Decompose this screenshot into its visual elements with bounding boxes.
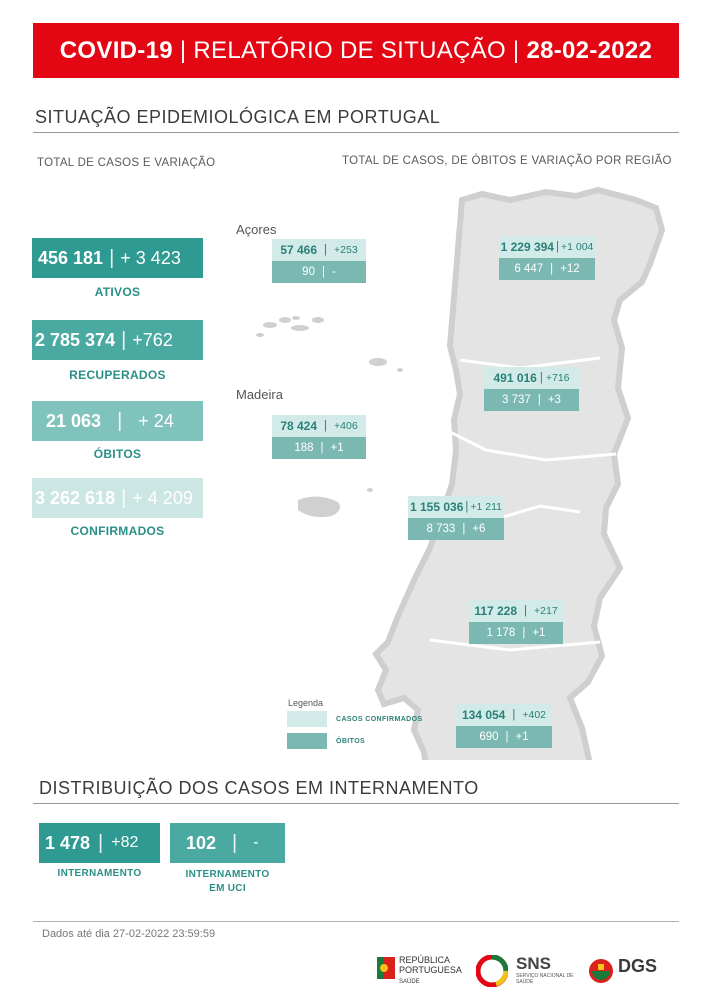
region-cases <box>272 239 366 261</box>
region-deaths <box>456 726 552 748</box>
stat-confirmados-value: 3 262 618 <box>35 487 116 508</box>
stat-obitos-label: ÓBITOS <box>93 447 142 461</box>
box-separator: | <box>522 627 526 639</box>
region-deaths-variation: +1 <box>515 731 529 743</box>
stat-confirmados-label: CONFIRMADOS <box>70 524 165 538</box>
region-cases <box>408 496 504 518</box>
box-separator: | <box>512 709 516 721</box>
region-algarve <box>456 704 552 748</box>
region-deaths-value: 90 <box>302 266 315 278</box>
section-divider <box>33 132 679 133</box>
logo1-line3: SAÚDE <box>399 979 420 985</box>
stat-internamento-label: INTERNAMENTO <box>57 868 142 879</box>
region-deaths <box>484 389 579 411</box>
stat-separator: | <box>98 831 104 854</box>
region-cases-variation: +217 <box>534 605 558 617</box>
stat-ativos-variation: + 3 423 <box>120 247 181 268</box>
box-separator: | <box>320 442 324 454</box>
stat-internamento-value: 1 478 <box>45 832 91 853</box>
madeira-islands-shape <box>298 488 373 517</box>
region-lisboa-vale-tejo <box>408 496 504 540</box>
region-deaths <box>499 258 595 280</box>
header-date: 28-02-2022 <box>526 36 653 64</box>
region-cases-variation: +1 004 <box>560 241 594 253</box>
footer-divider <box>33 921 679 922</box>
madeira-label: Madeira <box>236 387 283 402</box>
region-cases-value: 1 229 394 <box>500 240 554 254</box>
box-separator: | <box>555 241 559 253</box>
stat-separator: | <box>232 831 238 854</box>
stat-internamento-uci <box>170 823 285 863</box>
legend-title: Legenda <box>288 698 324 708</box>
stat-internamento <box>39 823 160 863</box>
box-separator: | <box>505 731 509 743</box>
region-deaths-value: 690 <box>479 731 499 743</box>
flag-icon <box>377 957 395 979</box>
stat-separator: | <box>109 246 115 269</box>
region-deaths-variation: +1 <box>330 442 344 454</box>
region-cases-variation: +1 211 <box>470 501 503 513</box>
region-deaths-variation: - <box>331 266 336 278</box>
box-separator: | <box>550 263 554 275</box>
stat-separator: | <box>121 486 127 509</box>
region-deaths-value: 3 737 <box>502 394 531 406</box>
region-deaths-variation: +3 <box>547 394 561 406</box>
box-separator: | <box>324 244 328 256</box>
logo2-sub: SERVIÇO NACIONAL DE SAÚDE <box>516 973 574 985</box>
region-cases-value: 1 155 036 <box>409 500 464 514</box>
dgs-logo <box>588 954 684 988</box>
logo3-main: DGS <box>618 956 658 976</box>
region-cases-value: 491 016 <box>493 371 537 385</box>
box-separator: | <box>462 523 466 535</box>
region-deaths-variation: +12 <box>560 263 580 275</box>
box-separator: | <box>465 501 469 513</box>
stat-recuperados <box>32 320 203 360</box>
stat-uci-label-line1: INTERNAMENTO <box>185 869 270 880</box>
right-subtitle: TOTAL DE CASOS, DE ÓBITOS E VARIAÇÃO POR REGIÃO <box>342 155 672 167</box>
stat-obitos-variation: + 24 <box>138 410 174 431</box>
report-header <box>33 23 679 78</box>
section-title-hospitalization: DISTRIBUIÇÃO DOS CASOS EM INTERNAMENTO <box>39 778 479 798</box>
region-cases-value: 134 054 <box>461 708 506 722</box>
region-centro <box>484 367 579 411</box>
region-cases-variation: +253 <box>334 244 358 256</box>
region-madeira <box>272 415 366 459</box>
azores-islands-shape <box>256 316 403 372</box>
region-cases <box>499 236 595 258</box>
stat-ativos <box>32 238 203 278</box>
legend-cases-label: CASOS CONFIRMADOS <box>336 716 423 723</box>
stat-uci-label-line2: EM UCI <box>209 883 246 894</box>
region-deaths <box>272 261 366 283</box>
box-separator: | <box>539 372 543 384</box>
sns-circle-icon <box>476 955 508 987</box>
logo1-line1: REPÚBLICA <box>399 955 451 965</box>
section-title-epidemiological: SITUAÇÃO EPIDEMIOLÓGICA EM PORTUGAL <box>35 107 441 127</box>
region-cases-variation: +716 <box>545 372 570 384</box>
legend-deaths-label: ÓBITOS <box>336 738 366 745</box>
acores-label: Açores <box>236 222 277 237</box>
region-cases-value: 78 424 <box>280 419 318 433</box>
header-separator-2: | <box>505 36 527 64</box>
stat-confirmados-variation: + 4 209 <box>132 487 193 508</box>
stat-recuperados-label: RECUPERADOS <box>69 368 166 382</box>
region-deaths-variation: +6 <box>472 523 486 535</box>
stat-internamento-variation: +82 <box>111 834 139 851</box>
region-cases-value: 117 228 <box>474 604 518 618</box>
region-deaths <box>272 437 366 459</box>
sns-logo <box>476 953 576 989</box>
stat-obitos <box>32 401 203 441</box>
header-title: COVID-19 <box>59 36 173 64</box>
region-deaths-value: 6 447 <box>514 263 544 275</box>
region-cases-variation: +402 <box>522 709 547 721</box>
logo2-main: SNS <box>516 954 551 973</box>
region-cases-value: 57 466 <box>280 243 318 257</box>
region-alentejo <box>469 600 563 644</box>
box-separator: | <box>324 420 328 432</box>
header-separator-1: | <box>172 36 194 64</box>
logo1-line2: PORTUGUESA <box>399 965 462 975</box>
section-divider <box>33 803 679 804</box>
stat-ativos-label: ATIVOS <box>94 285 141 299</box>
stat-separator: | <box>117 409 123 432</box>
left-subtitle: TOTAL DE CASOS E VARIAÇÃO <box>37 157 216 169</box>
region-deaths-variation: +1 <box>532 627 546 639</box>
legend-deaths-swatch <box>287 733 327 749</box>
region-deaths-value: 1 178 <box>486 627 516 639</box>
dgs-emblem-icon <box>588 958 614 984</box>
stat-obitos-value: 21 063 <box>46 410 102 431</box>
footer-note: Dados até dia 27-02-2022 23:59:59 <box>42 928 216 940</box>
box-separator: | <box>537 394 541 406</box>
region-cases <box>484 367 579 389</box>
stat-separator: | <box>121 328 127 351</box>
region-norte <box>499 236 595 280</box>
stat-uci-value: 102 <box>186 832 217 853</box>
region-deaths <box>408 518 504 540</box>
stat-recuperados-variation: +762 <box>132 329 173 350</box>
stat-uci-variation: - <box>253 834 259 851</box>
stat-ativos-value: 456 181 <box>38 247 104 268</box>
box-separator: | <box>524 605 528 617</box>
region-acores <box>272 239 366 283</box>
stat-recuperados-value: 2 785 374 <box>35 329 116 350</box>
region-cases <box>469 600 563 622</box>
region-cases <box>456 704 552 726</box>
region-deaths-value: 8 733 <box>426 523 456 535</box>
region-deaths <box>469 622 563 644</box>
box-separator: | <box>321 266 325 278</box>
header-subtitle: RELATÓRIO DE SITUAÇÃO <box>193 36 506 64</box>
legend-cases-swatch <box>287 711 327 727</box>
republica-portuguesa-logo <box>377 955 467 989</box>
stat-confirmados <box>32 478 203 518</box>
region-cases <box>272 415 366 437</box>
region-deaths-value: 188 <box>294 442 314 454</box>
region-cases-variation: +406 <box>334 420 358 432</box>
